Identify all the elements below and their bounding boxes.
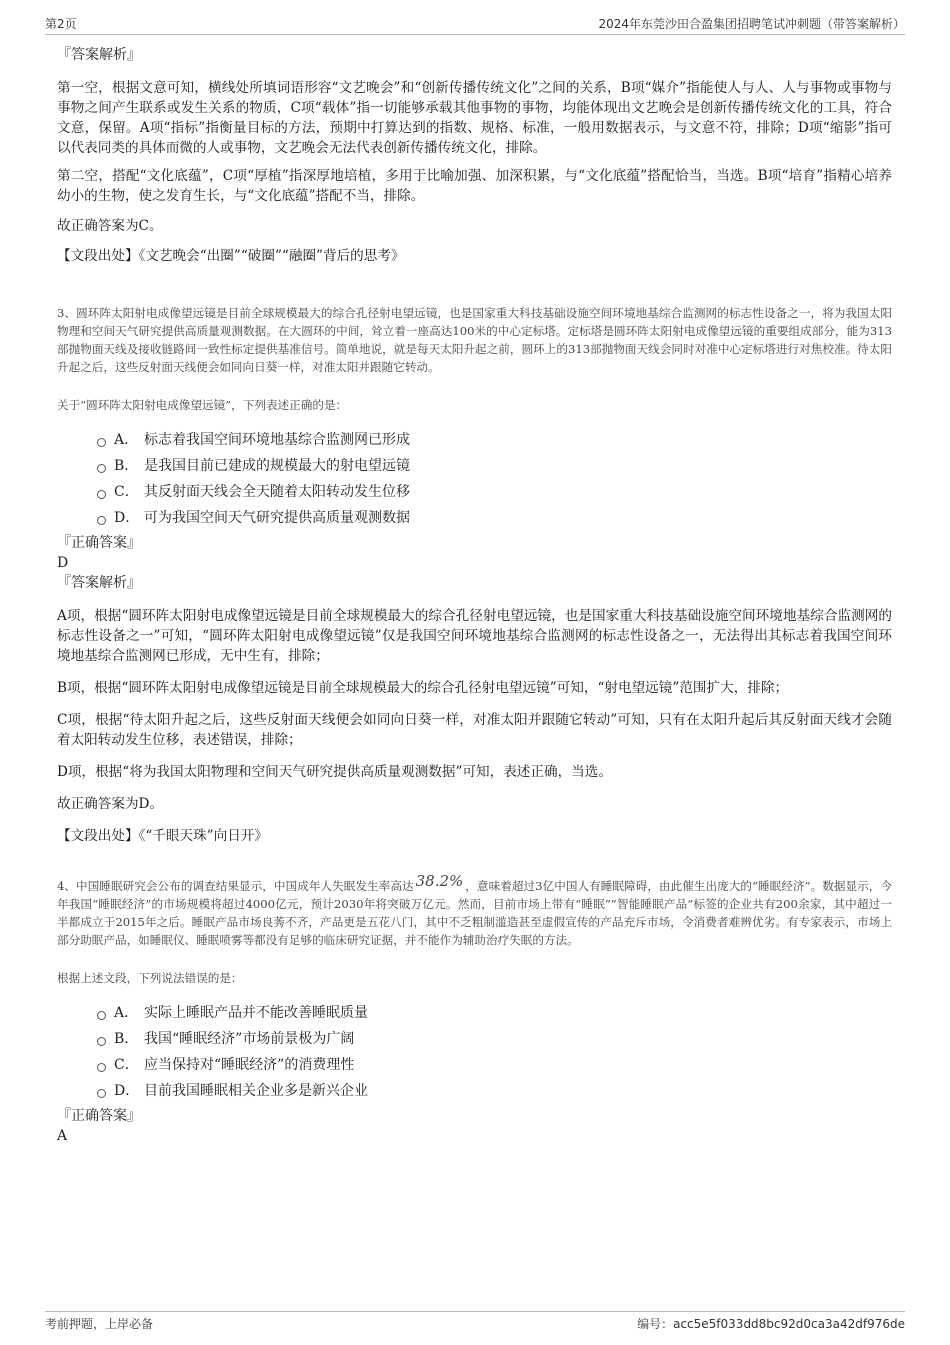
correct-answer-label: 『正确答案』 bbox=[57, 1108, 141, 1124]
question-3 bbox=[57, 304, 892, 846]
analysis-label: 『答案解析』 bbox=[57, 575, 141, 591]
option-d[interactable]: D． 可为我国空间天气研究提供高质量观测数据 bbox=[97, 504, 892, 530]
analysis-conclusion: 故正确答案为D。 bbox=[57, 796, 164, 812]
page-number: 第2页 bbox=[45, 17, 77, 31]
correct-answer: D bbox=[57, 555, 69, 571]
question-prompt: 根据上述文段，下列说法错误的是： bbox=[57, 971, 243, 985]
radio-icon[interactable] bbox=[97, 516, 106, 525]
radio-icon[interactable] bbox=[97, 1011, 106, 1020]
footer-slogan: 考前押题，上岸必备 bbox=[45, 1317, 154, 1331]
math-formula: 38.2% bbox=[415, 872, 464, 890]
radio-icon[interactable] bbox=[97, 438, 106, 447]
question-text: 4、中国睡眠研究会公布的调查结果显示，中国成年人失眠发生率高达 38.2% ，意味着超过3亿中国人有睡眠障碍，由此催生出庞大的“睡眠经济”。数据显示，今年我国“睡眠经济”的市场规模将超过4000亿元，预计2030年将突破万亿元。然而，目前市场上带有“睡眠”“智能睡眠产品”标签的企业共有200余家，其中超过一半都成立于2015年之后。睡眠产品市场良莠不齐，产品更是五花八门，其中不乏粗制滥造甚至虚假宣传的产品充斥市场，令消费者难辨优劣。有专家表示，市场上部分助眠产品，如睡眠仪、睡眠喷雾等都没有足够的临床研究证据，并不能作为辅助治疗失眠的方法。 bbox=[57, 872, 893, 947]
document-title: 2024年东莞沙田合盈集团招聘笔试冲刺题（带答案解析） bbox=[598, 17, 905, 31]
analysis-paragraph: C项，根据“待太阳升起之后，这些反射面天线便会如同向日葵一样，对准太阳并跟随它转动”可知，只有在太阳升起后其反射面天线才会随着太阳转动发生位移，表述错误，排除； bbox=[57, 712, 892, 748]
page-header bbox=[45, 14, 905, 35]
radio-icon[interactable] bbox=[97, 490, 106, 499]
analysis-paragraph: D项，根据“将为我国太阳物理和空间天气研究提供高质量观测数据”可知，表述正确，当选。 bbox=[57, 764, 612, 780]
option-list bbox=[57, 426, 892, 530]
document-code: 编号：acc5e5f033dd8bc92d0ca3a42df976de bbox=[637, 1317, 905, 1331]
question-text: 3、圆环阵太阳射电成像望远镜是目前全球规模最大的综合孔径射电望远镜，也是国家重大科技基础设施空间环境地基综合监测网的标志性设备之一，将为我国太阳物理和空间天气研究提供高质量观测数据。在大圆环的中间，耸立着一座高达100米的中心定标塔。定标塔是圆环阵太阳射电成像望远镜的重要组成部分，能为313部抛物面天线及接收链路间一致性标定提供基准信号。简单地说，就是每天太阳升起之前，圆环上的313部抛物面天线会同时对准中心定标塔进行对焦校准。待太阳升起之后，这些反射面天线便会如同向日葵一样，对准太阳并跟随它转动。 bbox=[57, 306, 892, 374]
question-prompt: 关于“圆环阵太阳射电成像望远镜”，下列表述正确的是： bbox=[57, 398, 348, 412]
option-c[interactable]: C． 应当保持对“睡眠经济”的消费理性 bbox=[97, 1051, 892, 1077]
option-d[interactable]: D． 目前我国睡眠相关企业多是新兴企业 bbox=[97, 1077, 892, 1103]
analysis-paragraph: 第一空，根据文意可知，横线处所填词语形容“文艺晚会”和“创新传播传统文化”之间的关系，B项“媒介”指能使人与人、人与事物或事物与事物之间产生联系或发生关系的物质，C项“载体”指一切能够承载其他事物的事物，均能体现出文艺晚会是创新传播传统文化的工具，符合文意，保留。A项“指标”指衡量目标的方法，预期中打算达到的指数、规格、标准，一般用数据表示，与文意不符，排除；D项“缩影”指可以代表同类的具体而微的人或事物，文艺晚会无法代表创新传播传统文化，排除。 bbox=[57, 80, 892, 156]
option-a[interactable]: A． 标志着我国空间环境地基综合监测网已形成 bbox=[97, 426, 892, 452]
option-a[interactable]: A． 实际上睡眠产品并不能改善睡眠质量 bbox=[97, 999, 892, 1025]
radio-icon[interactable] bbox=[97, 1037, 106, 1046]
previous-answer-block bbox=[57, 46, 892, 266]
analysis-label: 『答案解析』 bbox=[57, 47, 141, 63]
analysis-paragraph: B项，根据“圆环阵太阳射电成像望远镜是目前全球规模最大的综合孔径射电望远镜”可知，“射电望远镜”范围扩大，排除； bbox=[57, 680, 789, 696]
radio-icon[interactable] bbox=[97, 1063, 106, 1072]
option-list bbox=[57, 999, 892, 1103]
option-b[interactable]: B． 是我国目前已建成的规模最大的射电望远镜 bbox=[97, 452, 892, 478]
source-citation: 【文段出处】《文艺晚会“出圈”“破圈”“融圈”背后的思考》 bbox=[57, 248, 405, 264]
page-footer bbox=[45, 1311, 905, 1333]
analysis-paragraph: A项，根据“圆环阵太阳射电成像望远镜是目前全球规模最大的综合孔径射电望远镜，也是国家重大科技基础设施空间环境地基综合监测网的标志性设备之一”可知，“圆环阵太阳射电成像望远镜”仅是我国空间环境地基综合监测网的标志性设备之一，无法得出其标志着我国空间环境地基综合监测网已形成，无中生有，排除； bbox=[57, 608, 892, 664]
source-citation: 【文段出处】《“千眼天珠”向日开》 bbox=[57, 828, 269, 844]
option-c[interactable]: C． 其反射面天线会全天随着太阳转动发生位移 bbox=[97, 478, 892, 504]
radio-icon[interactable] bbox=[97, 1089, 106, 1098]
question-4 bbox=[57, 872, 893, 1145]
analysis-paragraph: 第二空，搭配“文化底蕴”，C项“厚植”指深厚地培植，多用于比喻加强、加深积累，与“文化底蕴”搭配恰当，当选。B项“培育”指精心培养幼小的生物，使之发育生长，与“文化底蕴”搭配不当，排除。 bbox=[57, 168, 892, 204]
option-b[interactable]: B． 我国“睡眠经济”市场前景极为广阔 bbox=[97, 1025, 892, 1051]
analysis-conclusion: 故正确答案为C。 bbox=[57, 218, 163, 234]
correct-answer-label: 『正确答案』 bbox=[57, 535, 141, 551]
radio-icon[interactable] bbox=[97, 464, 106, 473]
correct-answer: A bbox=[57, 1128, 68, 1144]
